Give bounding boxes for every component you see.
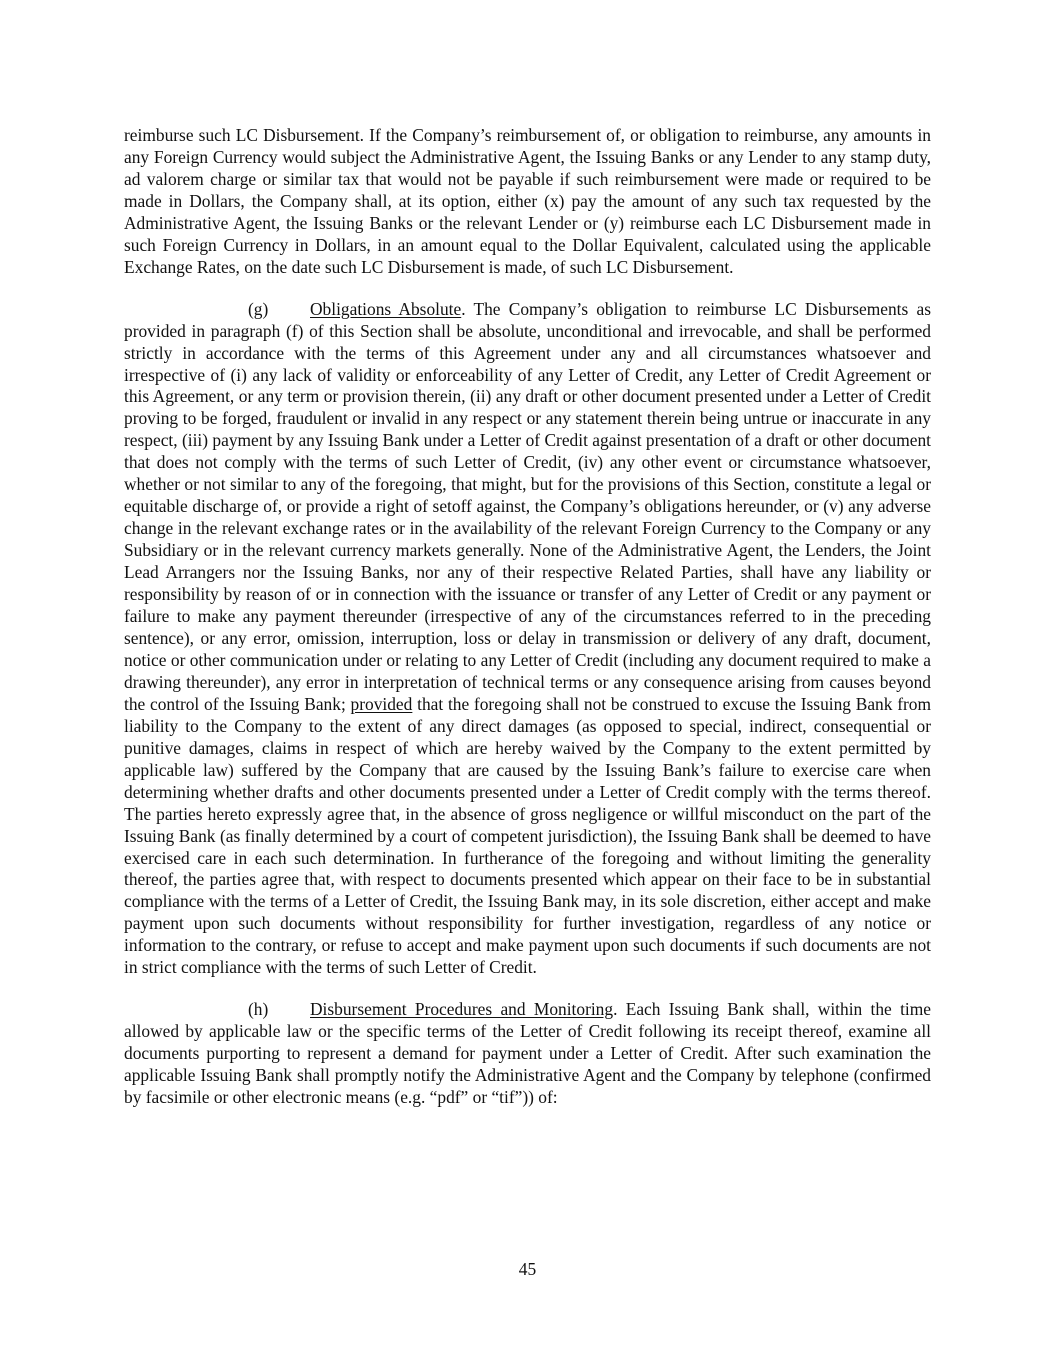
paragraph-continuation bbox=[124, 125, 931, 279]
document-page bbox=[124, 125, 931, 1109]
paragraph-h-number: (h) bbox=[248, 999, 269, 1020]
paragraph-g-number: (g) bbox=[248, 298, 269, 319]
paragraph-g-text-2: that the foregoing shall not be construed to excuse the Issuing Bank from liability to the Company to the extent of any direct damages (as opposed to special, indirect, consequential or punitive damages, claims in respect of which are hereby waived by the Company to the extent permitted by applicable law) suffered by the Company that are caused by the Issuing Bank’s failure to exercise care when determining whether drafts and other documents presented under a Letter of Credit comply with the terms thereof. The parties hereto expressly agree that, in the absence of gross negligence or willful misconduct on the part of the Issuing Bank (as finally determined by a court of competent jurisdiction), the Issuing Bank shall be deemed to have exercised care in each such determination. In furtherance of the foregoing and without limiting the generality thereof, the parties agree that, with respect to documents presented which appear on their face to be in substantial compliance with the terms of a Letter of Credit, the Issuing Bank may, in its sole discretion, either accept and make payment upon such documents without responsibility for further investigation, regardless of any notice or information to the contrary, or refuse to accept and make payment upon such documents if such documents are not in strict compliance with the terms of such Letter of Credit. bbox=[124, 693, 931, 978]
provided-term: provided bbox=[350, 693, 413, 714]
paragraph-h-heading: Disbursement Procedures and Monitoring bbox=[310, 999, 614, 1020]
paragraph-g-heading: Obligations Absolute bbox=[310, 298, 462, 319]
page-number: 45 bbox=[518, 1259, 537, 1279]
paragraph-h bbox=[124, 999, 931, 1109]
paragraph-continuation-text: reimburse such LC Disbursement. If the Company’s reimbursement of, or obligation to reimburse, any amounts in any Foreign Currency would subject the Administrative Agent, the Issuing Banks or any Lender to any stamp duty, ad valorem charge or similar tax that would not be payable if such reimbursement were made or required to be made in Dollars, the Company shall, at its option, either (x) pay the amount of any such tax requested by the Administrative Agent, the Issuing Banks or the relevant Lender or (y) reimburse each LC Disbursement made in such Foreign Currency in Dollars, in an amount equal to the Dollar Equivalent, calculated using the applicable Exchange Rates, on the date such LC Disbursement is made, of such LC Disbursement. bbox=[124, 125, 931, 277]
paragraph-h-text: . Each Issuing Bank shall, within the time allowed by applicable law or the specific terms of the Letter of Credit following its receipt thereof, examine all documents purporting to represent a demand for payment under a Letter of Credit. After such examination the applicable Issuing Bank shall promptly notify the Administrative Agent and the Company by telephone (confirmed by facsimile or other electronic means (e.g. “pdf” or “tif”)) of: bbox=[124, 999, 931, 1108]
paragraph-g bbox=[124, 299, 931, 980]
paragraph-g-text-1: . The Company’s obligation to reimburse LC Disbursements as provided in paragraph (f) of this Section shall be absolute, unconditional and irrevocable, and shall be performed strictly in accordance with the terms of this Agreement under any and all circumstances whatsoever and irrespective of (i) any lack of validity or enforceability of any Letter of Credit, any Letter of Credit Agreement or this Agreement, or any term or provision therein, (ii) any draft or other document presented under a Letter of Credit proving to be forged, fraudulent or invalid in any respect or any statement therein being untrue or inaccurate in any respect, (iii) payment by any Issuing Bank under a Letter of Credit against presentation of a draft or other document that does not comply with the terms of such Letter of Credit, (iv) any other event or circumstance whatsoever, whether or not similar to any of the foregoing, that might, but for the provisions of this Section, constitute a legal or equitable discharge of, or provide a right of setoff against, the Company’s obligations hereunder, or (v) any adverse change in the relevant exchange rates or in the availability of the relevant Foreign Currency to the Company or any Subsidiary or in the relevant currency markets generally. None of the Administrative Agent, the Lenders, the Joint Lead Arrangers nor the Issuing Banks, nor any of their respective Related Parties, shall have any liability or responsibility by reason of or in connection with the issuance or transfer of any Letter of Credit or any payment or failure to make any payment thereunder (irrespective of any of the circumstances referred to in the preceding sentence), or any error, omission, interruption, loss or delay in transmission or delivery of any draft, document, notice or other communication under or relating to any Letter of Credit (including any document required to make a drawing thereunder), any error in interpretation of technical terms or any consequence arising from causes beyond the control of the Issuing Bank; bbox=[124, 298, 931, 714]
